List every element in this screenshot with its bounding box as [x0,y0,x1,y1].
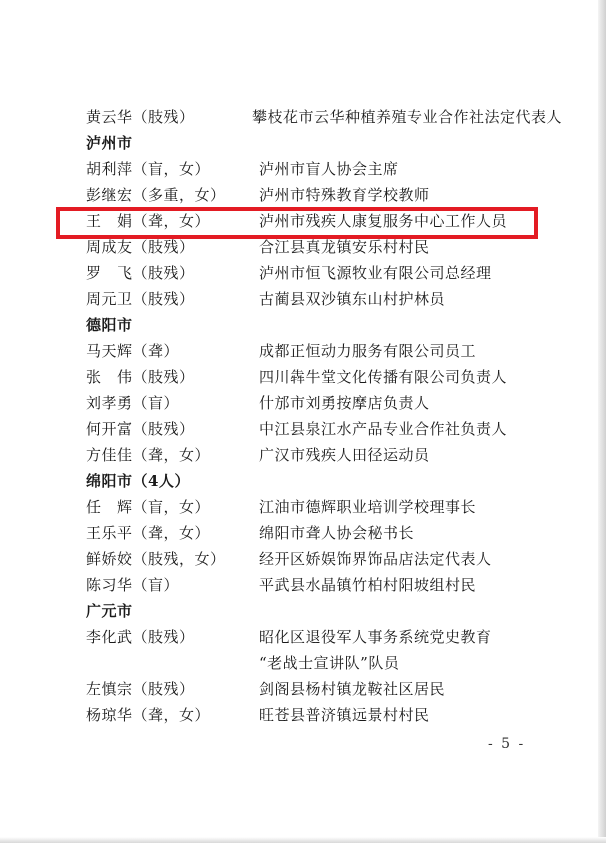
person-name: 张 伟（肢残） [86,368,195,386]
list-item [0,286,606,312]
city-name: 绵阳市（4人） [86,472,190,490]
person-name: 彭继宏（多重，女） [86,186,226,204]
list-item [0,442,606,468]
person-name: 王 娟（聋，女） [86,212,211,230]
highlight-box [56,207,538,239]
person-description: 江油市德辉职业培训学校理事长 [259,498,477,516]
person-name: 周元卫（肢残） [86,290,195,308]
person-name: 罗 飞（肢残） [86,264,195,282]
person-description: 泸州市特殊教育学校教师 [259,186,430,204]
person-name: 王乐平（聋，女） [86,524,211,542]
person-description: “老战士宣讲队”队员 [259,654,400,672]
person-description: 泸州市恒飞源牧业有限公司总经理 [259,264,492,282]
page-number: - 5 - [488,736,526,752]
person-description: 泸州市残疾人康复服务中心工作人员 [259,212,508,230]
person-description: 合江县真龙镇安乐村村民 [259,238,430,256]
list-item [0,260,606,286]
list-item [0,416,606,442]
person-name: 李化武（肢残） [86,628,195,646]
list-item [0,702,606,728]
person-description: 剑阁县杨村镇龙鞍社区居民 [259,680,446,698]
list-item [0,338,606,364]
list-item [0,156,606,182]
person-name: 左慎宗（肢残） [86,680,195,698]
person-description: 成都正恒动力服务有限公司员工 [259,342,477,360]
list-item [0,520,606,546]
person-description: 泸州市盲人协会主席 [259,160,399,178]
person-description: 绵阳市聋人协会秘书长 [259,524,415,542]
person-name: 刘孝勇（盲） [86,394,180,412]
person-name: 何开富（肢残） [86,420,195,438]
city-name: 广元市 [86,602,133,620]
person-description: 经开区娇娱饰界饰品店法定代表人 [259,550,492,568]
list-item [0,182,606,208]
person-name: 杨琼华（聋，女） [86,706,211,724]
list-item-continuation [0,650,606,676]
person-description: 平武县水晶镇竹柏村阳坡组村民 [259,576,477,594]
person-description: 旺苍县普济镇远景村村民 [259,706,430,724]
page-bottom-shadow [0,837,606,843]
list-item [0,104,606,130]
list-item [0,676,606,702]
city-name: 德阳市 [86,316,133,334]
city-name: 泸州市 [86,134,133,152]
person-name: 黄云华（肢残） [86,108,195,126]
list-item [0,390,606,416]
list-item [0,624,606,650]
person-name: 周成友（肢残） [86,238,195,256]
person-name: 胡利萍（盲，女） [86,160,211,178]
city-heading [0,468,606,494]
person-name: 陈习华（盲） [86,576,180,594]
city-heading [0,130,606,156]
city-heading [0,598,606,624]
person-description: 中江县泉江水产品专业合作社负责人 [259,420,508,438]
person-description: 昭化区退役军人事务系统党史教育 [259,628,492,646]
person-description: 四川犇牛堂文化传播有限公司负责人 [259,368,508,386]
person-description: 古蔺县双沙镇东山村护林员 [259,290,446,308]
person-description: 广汉市残疾人田径运动员 [259,446,430,464]
list-item [0,494,606,520]
person-name: 马天辉（聋） [86,342,180,360]
person-name: 任 辉（盲，女） [86,498,211,516]
page-edge-shadow [598,0,606,843]
person-name: 方佳佳（聋，女） [86,446,211,464]
list-item [0,572,606,598]
list-item [0,364,606,390]
person-description: 什邡市刘勇按摩店负责人 [259,394,430,412]
city-heading [0,312,606,338]
list-item [0,546,606,572]
person-name: 鲜娇姣（肢残，女） [86,550,226,568]
person-description: 攀枝花市云华种植养殖专业合作社法定代表人 [252,108,563,126]
